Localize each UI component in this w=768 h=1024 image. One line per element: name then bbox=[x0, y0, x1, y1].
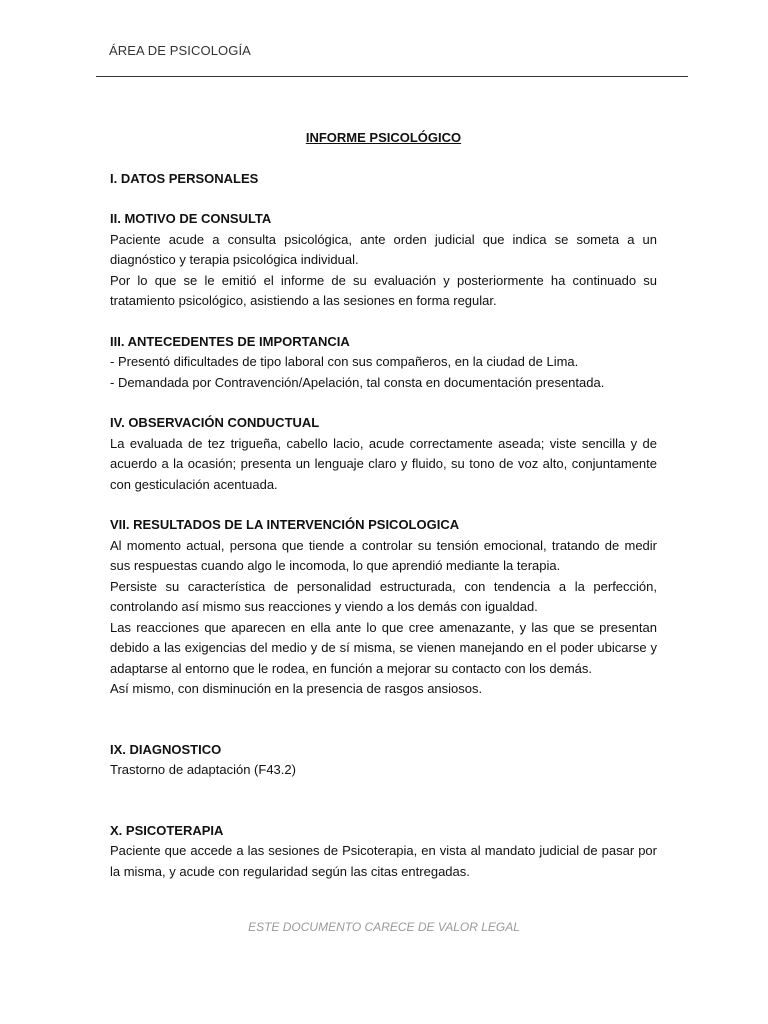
section-heading: VII. RESULTADOS DE LA INTERVENCIÓN PSICOLOGICA bbox=[110, 517, 460, 532]
section-resultados bbox=[110, 515, 657, 700]
header-title: ÁREA DE PSICOLOGÍA bbox=[109, 43, 251, 58]
header-divider bbox=[96, 76, 688, 77]
paragraph: Así mismo, con disminución en la presencia de rasgos ansiosos. bbox=[110, 681, 483, 696]
section-heading: X. PSICOTERAPIA bbox=[110, 822, 224, 838]
section-psicoterapia bbox=[110, 821, 657, 883]
paragraph: Persiste su característica de personalidad estructurada, con tendencia a la perfección, controlando así mismo sus reacciones y viendo a los demás con igualdad. bbox=[110, 578, 657, 614]
footer-disclaimer: ESTE DOCUMENTO CARECE DE VALOR LEGAL bbox=[248, 920, 520, 934]
section-diagnostico bbox=[110, 740, 657, 781]
section-heading: III. ANTECEDENTES DE IMPORTANCIA bbox=[110, 333, 350, 349]
section-heading: II. MOTIVO DE CONSULTA bbox=[110, 211, 272, 226]
list-item: - Presentó dificultades de tipo laboral con sus compañeros, en la ciudad de Lima. bbox=[110, 354, 579, 369]
antecedentes-list bbox=[110, 352, 657, 393]
document-title: INFORME PSICOLÓGICO bbox=[305, 130, 462, 145]
section-datos-personales bbox=[110, 169, 657, 190]
paragraph: Paciente acude a consulta psicológica, ante orden judicial que indica se someta a un diagnóstico y terapia psicológica individual. bbox=[110, 231, 657, 267]
section-antecedentes bbox=[110, 332, 657, 394]
section-heading: I. DATOS PERSONALES bbox=[110, 170, 259, 186]
paragraph: Al momento actual, persona que tiende a controlar su tensión emocional, tratando de medir sus respuestas cuando algo le incomoda, lo que aprendió mediante la terapia. bbox=[110, 537, 657, 573]
paragraph: La evaluada de tez trigueña, cabello lacio, acude correctamente aseada; viste sencilla y de acuerdo a la ocasión; presenta un lenguaje claro y fluido, su tono de voz alto, conjuntamente con gesticulación acentuada. bbox=[110, 435, 657, 492]
section-observacion-conductual bbox=[110, 413, 657, 495]
document-body bbox=[110, 128, 657, 902]
paragraph: Paciente que accede a las sesiones de Psicoterapia, en vista al mandato judicial de pasar por la misma, y acude con regularidad según las citas entregadas. bbox=[110, 843, 657, 879]
paragraph: Por lo que se le emitió el informe de su evaluación y posteriormente ha continuado su tratamiento psicológico, asistiendo a las sesiones en forma regular. bbox=[110, 272, 657, 308]
list-item: - Demandada por Contravención/Apelación, tal consta en documentación presentada. bbox=[110, 374, 605, 390]
diagnosis-text: Trastorno de adaptación (F43.2) bbox=[110, 762, 296, 777]
section-heading: IX. DIAGNOSTICO bbox=[110, 741, 222, 757]
paragraph: Las reacciones que aparecen en ella ante lo que cree amenazante, y las que se presentan debido a las exigencias del medio y de sí misma, se vienen manejando en el poder ubicarse y adaptarse al entorno que le rodea, en función a mejorar su contacto con los demás. bbox=[110, 619, 657, 676]
section-motivo-consulta bbox=[110, 209, 657, 312]
section-heading: IV. OBSERVACIÓN CONDUCTUAL bbox=[110, 415, 320, 430]
